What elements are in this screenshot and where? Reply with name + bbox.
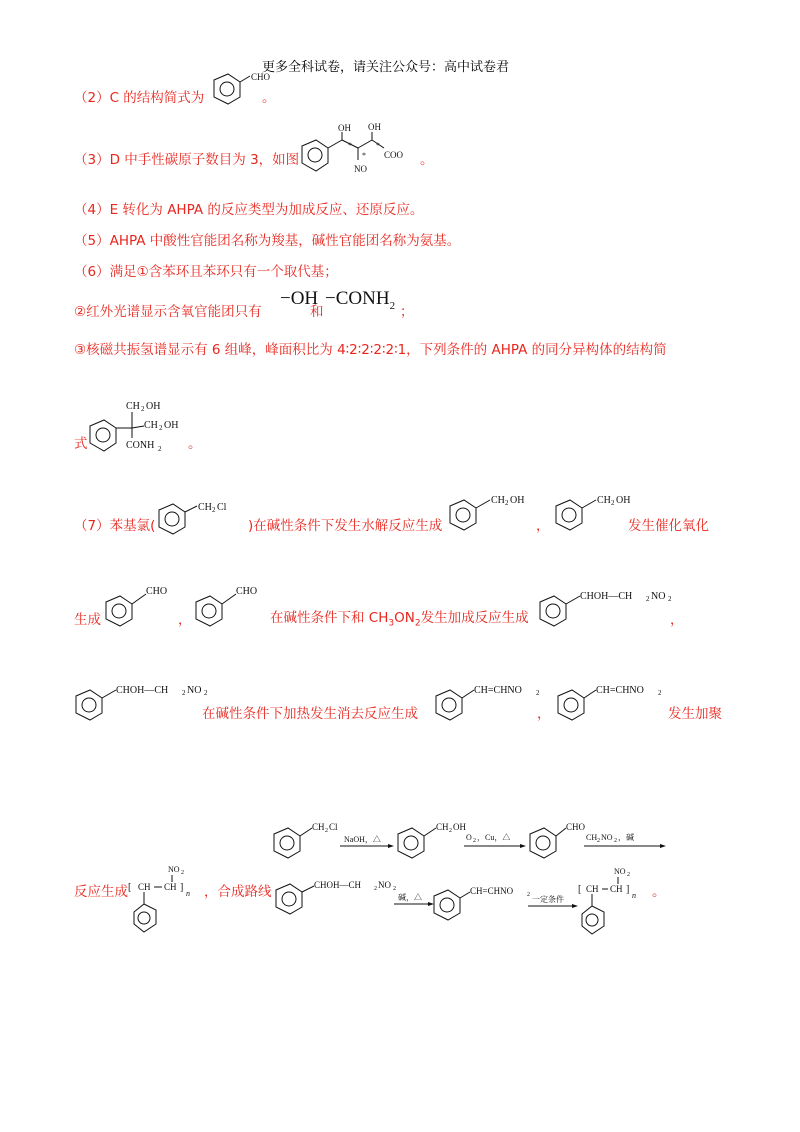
line-generate-1-comma: ，: [178, 612, 192, 628]
answer-7-end: 发生催化氧化: [628, 518, 709, 534]
svg-text:CH: CH: [198, 502, 212, 513]
svg-text:CHO: CHO: [251, 72, 271, 82]
answer-3-end: 。: [420, 152, 434, 168]
svg-text:一定条件: 一定条件: [532, 895, 564, 904]
answer-6: （6）满足①含苯环且苯环只有一个取代基；: [74, 264, 338, 280]
conh2-group: $-CONH_2$: [325, 288, 396, 312]
svg-text:O: O: [466, 833, 472, 842]
svg-text:CH: CH: [491, 495, 505, 506]
answer-4: （4）E 转化为 AHPA 的反应类型为加成反应、还原反应。: [74, 202, 424, 218]
line-eliminate-comma: ，: [537, 706, 551, 722]
formula-end: 。: [188, 436, 202, 452]
line-eliminate-end: 发生加聚: [668, 706, 722, 722]
svg-text:CHOH—CH: CHOH—CH: [580, 591, 633, 602]
svg-text:NO: NO: [378, 880, 391, 890]
svg-text:NaOH，△: NaOH，△: [344, 835, 381, 844]
formula-label: 式: [74, 436, 88, 452]
route-row-1: [268, 818, 668, 862]
svg-text:OH: OH: [453, 822, 466, 832]
line-polymer-end: 。: [652, 884, 666, 900]
svg-text:2: 2: [374, 886, 377, 892]
svg-text:2: 2: [536, 689, 540, 697]
svg-text:2: 2: [212, 506, 216, 514]
nitrostyrene-structure-1: [430, 676, 550, 726]
svg-text:2: 2: [658, 689, 662, 697]
svg-text:CH: CH: [312, 822, 325, 832]
condition-2-text: ②红外光谱显示含氧官能团只有: [74, 304, 262, 320]
oh-group: −OH: [280, 288, 319, 309]
svg-text:[: [: [578, 884, 582, 895]
svg-text:NO: NO: [601, 833, 613, 842]
svg-text:OH: OH: [510, 495, 525, 506]
answer-3-text: （3）D 中手性碳原子数目为 3，如图: [74, 152, 300, 168]
benzaldehyde-structure-2: [100, 582, 180, 632]
svg-text:OH: OH: [368, 122, 381, 132]
svg-text:OH: OH: [164, 420, 179, 431]
nitrostyrene-structure-2: [552, 676, 672, 726]
svg-text:CH=CHNO: CH=CHNO: [474, 685, 522, 696]
svg-text:CH: CH: [586, 833, 598, 842]
svg-text:2: 2: [159, 424, 163, 432]
svg-text:2: 2: [449, 828, 452, 834]
svg-text:2: 2: [646, 595, 650, 603]
svg-text:2: 2: [181, 870, 184, 876]
svg-text:CH: CH: [610, 884, 623, 894]
benzyl-alcohol-structure-1: [444, 488, 544, 538]
svg-text:2: 2: [611, 499, 615, 507]
svg-text:n: n: [632, 891, 636, 900]
line-polymer-text: 反应生成: [74, 884, 128, 900]
svg-text:OH: OH: [616, 495, 631, 506]
answer-5: （5）AHPA 中酸性官能团名称为羧基，碱性官能团名称为氨基。: [74, 233, 461, 249]
svg-text:Cl: Cl: [217, 502, 227, 513]
svg-text:2: 2: [614, 838, 617, 844]
svg-text:2: 2: [527, 892, 530, 898]
svg-text:2: 2: [204, 689, 208, 697]
answer-2-end: 。: [262, 90, 276, 106]
svg-text:2: 2: [325, 828, 328, 834]
svg-text:*: *: [362, 151, 366, 160]
svg-text:NO: NO: [168, 865, 180, 874]
answer-2-text: （2）C 的结构简式为: [74, 90, 205, 106]
svg-text:n: n: [186, 889, 190, 898]
svg-text:OH: OH: [338, 123, 351, 133]
page-header: 更多全科试卷，请关注公众号：高中试卷君: [262, 60, 510, 75]
svg-text:NO: NO: [187, 685, 202, 696]
line-generate-1-end: ，: [670, 612, 684, 628]
compound-d-structure: [296, 120, 426, 180]
svg-text:[: [: [128, 882, 132, 893]
svg-text:2: 2: [393, 886, 396, 892]
svg-text:CH: CH: [597, 495, 611, 506]
svg-text:CHO: CHO: [146, 586, 168, 597]
svg-text:2: 2: [627, 872, 630, 878]
svg-text:2: 2: [473, 838, 476, 844]
svg-text:CHOH—CH: CHOH—CH: [314, 880, 362, 890]
line-eliminate-text: 在碱性条件下加热发生消去反应生成: [202, 706, 418, 722]
condition-3: ③核磁共振氢谱显示有 6 组峰，峰面积比为 4∶2∶2∶2∶2∶1，下列条件的 AHPA 的同分异构体的结构简: [74, 342, 667, 358]
polymer-structure-1: [128, 860, 208, 944]
svg-text:COO: COO: [384, 150, 404, 160]
line-generate-1: 生成: [74, 612, 101, 628]
svg-text:，Cu，△: ，Cu，△: [477, 833, 511, 842]
condition-2-and: 和: [310, 304, 324, 320]
svg-text:NO: NO: [354, 164, 367, 174]
svg-text:Cl: Cl: [329, 822, 338, 832]
svg-text:2: 2: [141, 405, 145, 413]
benzyl-chloride-structure: [155, 496, 245, 536]
svg-text:*: *: [348, 141, 352, 150]
svg-text:2: 2: [668, 595, 672, 603]
svg-text:2: 2: [597, 838, 600, 844]
svg-text:，碱: ，碱: [618, 833, 634, 842]
line-generate-1-text: 在碱性条件下和 $CH_3ON_2$发生加成反应生成: [270, 610, 529, 629]
svg-text:CH: CH: [164, 882, 177, 892]
svg-text:2: 2: [158, 445, 162, 453]
line-polymer-route: ，合成路线: [204, 884, 272, 900]
benzaldehyde-structure-3: [190, 582, 270, 632]
svg-text:CHO: CHO: [566, 822, 586, 832]
svg-text:CH=CHNO: CH=CHNO: [596, 685, 644, 696]
isomer-structure: [86, 398, 196, 458]
svg-text:*: *: [376, 141, 380, 150]
nitro-alcohol-structure-1: [534, 582, 674, 632]
svg-text:OH: OH: [146, 401, 161, 412]
svg-text:CH=CHNO: CH=CHNO: [470, 886, 514, 896]
svg-text:2: 2: [505, 499, 509, 507]
svg-text:CH: CH: [586, 884, 599, 894]
svg-text:CH: CH: [144, 420, 158, 431]
svg-text:NO: NO: [651, 591, 666, 602]
svg-text:CH: CH: [436, 822, 449, 832]
answer-7-comma: ，: [536, 518, 550, 534]
svg-text:CHO: CHO: [236, 586, 258, 597]
nitro-alcohol-structure-2: [70, 676, 210, 726]
condition-2-end: ；: [400, 304, 414, 320]
svg-text:CONH: CONH: [126, 440, 155, 451]
svg-text:CH: CH: [138, 882, 151, 892]
svg-text:CHOH—CH: CHOH—CH: [116, 685, 169, 696]
route-row-2: [270, 864, 670, 944]
svg-text:NO: NO: [614, 867, 626, 876]
answer-7-start: （7）苯基氯(: [74, 518, 156, 534]
svg-text:2: 2: [182, 689, 186, 697]
answer-7-mid: )在碱性条件下发生水解反应生成: [248, 518, 443, 534]
svg-text:]: ]: [180, 882, 184, 893]
svg-text:碱，△: 碱，△: [398, 893, 422, 902]
svg-text:CH: CH: [126, 401, 140, 412]
svg-text:]: ]: [626, 884, 630, 895]
